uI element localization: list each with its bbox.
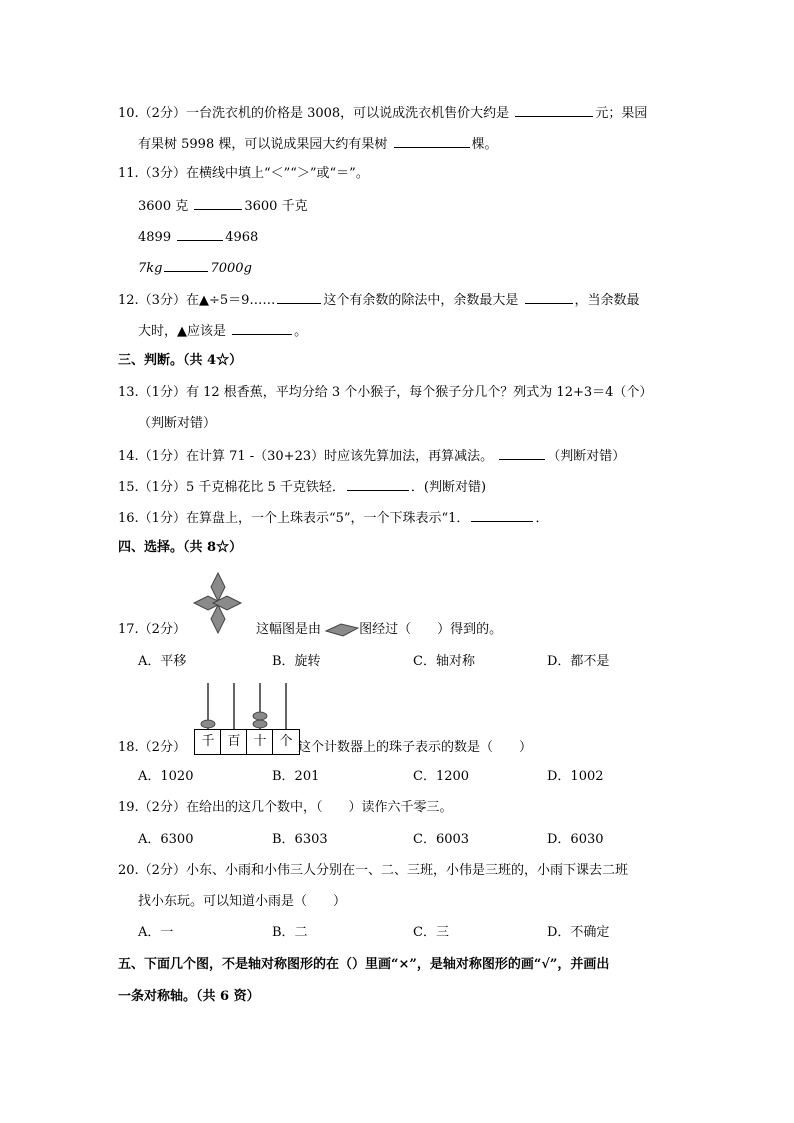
four-petal-figure [193,571,243,635]
q18-text: 这个计数器上的珠子表示的数是（ ） [298,740,533,755]
bead-thousands [201,720,215,728]
q20-line1: 20.（2分）小东、小雨和小伟三人分别在一、二、三班，小伟是三班的，小雨下课去二班 [118,863,628,878]
q10-text-a: 10.（2分）一台洗衣机的价格是 3008，可以说成洗衣机售价大约是 [118,106,510,121]
q10-line1 [118,103,647,123]
q12-line1 [118,290,640,310]
q16-text-a: 16.（1分）在算盘上，一个上珠表示“5”，一个下珠表示“1． [118,511,470,526]
q10-line2 [138,134,498,154]
q11-row2 [138,227,258,247]
q11-row2-right: 4968 [225,230,259,245]
q14-blank[interactable] [499,446,545,460]
q11-row3-right: 7000g [210,261,252,276]
q18-num: 18.（2分） [118,740,186,755]
q14-text-a: 14.（1分）在计算 71 -（30+23）时应该先算加法，再算减法。 [118,449,494,464]
abacus-counter [194,683,299,755]
section-3-heading: 三、判断。（共 4☆） [118,353,243,368]
q10-text-c: 有果树 5998 棵，可以说成果园大约有果树 [138,137,388,152]
q17-option-c[interactable]: C．轴对称 [413,654,475,669]
q19-option-c[interactable]: C．6003 [413,832,470,847]
q20-option-a[interactable]: A．一 [138,925,174,940]
q19-stem: 19.（2分）在给出的这几个数中，（ ）读作六千零三。 [118,800,453,815]
q20-option-c[interactable]: C．三 [413,925,449,940]
q18-option-a[interactable]: A．1020 [138,769,194,784]
q20-option-d[interactable]: D．不确定 [547,925,610,940]
q11-blank-1[interactable] [194,196,242,210]
q17-line [118,621,186,639]
q11-row1-right: 3600 千克 [244,199,308,214]
q10-text-d: 棵。 [471,137,498,152]
q15-text-a: 15.（1分）5 千克棉花比 5 千克铁轻． [118,480,345,495]
bead-tens-2 [253,712,267,720]
q12-text-c: ，当余数最 [574,293,640,308]
q19-option-d[interactable]: D．6030 [547,832,604,847]
q12-text-d: 大时，▲应该是 [138,324,226,339]
q17-option-b[interactable]: B．旋转 [272,654,321,669]
q17-text-b: 图经过（ ）得到的。 [359,622,503,637]
q17-option-a[interactable]: A．平移 [138,654,187,669]
bead-tens-1 [253,720,267,728]
section-4-heading: 四、选择。（共 8☆） [118,540,243,555]
q13-line2: （判断对错） [138,416,217,431]
q17-text-a: 这幅图是由 [256,622,322,637]
q16-text-b: ． [535,511,549,526]
rhombus-petal-icon [325,623,359,637]
q14-text-b: （判断对错） [547,449,626,464]
q16-line [118,508,548,528]
q13-line1: 13.（1分）有 12 根香蕉，平均分给 3 个小猴子，每个猴子分几个？列式为 12+3＝4（个） [118,385,653,400]
q11-row3-left: 7kg [138,261,163,276]
q17-text-line [256,621,502,639]
q12-text-b: 这个有余数的除法中，余数最大是 [323,293,519,308]
q14-line [118,446,625,466]
q20-line2: 找小东玩。可以知道小雨是（ ） [138,894,347,909]
section-5-heading-line2: 一条对称轴。（共 6 资） [118,989,260,1004]
q11-blank-2[interactable] [177,227,223,241]
q10-blank-2[interactable] [394,134,470,148]
q12-line2 [138,321,307,341]
q18-option-c[interactable]: C．1200 [413,769,470,784]
q12-blank-3[interactable] [232,321,292,335]
q12-text-e: 。 [294,324,308,339]
q11-row1 [138,196,308,216]
q11-row3 [138,258,252,278]
q12-blank-2[interactable] [525,290,573,304]
q11-row1-left: 3600 克 [138,199,189,214]
q10-blank-1[interactable] [515,103,593,117]
abacus-label-tens: 十 [246,729,274,755]
q19-option-b[interactable]: B．6303 [272,832,328,847]
abacus-label-thousands: 千 [194,729,222,755]
q19-option-a[interactable]: A．6300 [138,832,194,847]
abacus-label-hundreds: 百 [220,729,248,755]
q11-row2-left: 4899 [138,230,172,245]
q11-blank-3[interactable] [164,258,208,272]
q15-blank[interactable] [347,477,409,491]
q12-blank-1[interactable] [277,290,321,304]
abacus-label-ones: 个 [272,729,300,755]
abacus-rods [194,683,299,731]
q17-option-d[interactable]: D．都不是 [547,654,610,669]
section-5-heading-line1: 五、下面几个图，不是轴对称图形的在（）里画“×”，是轴对称图形的画“√”，并画出 [118,957,610,972]
q12-text-a: 12.（3分）在▲÷5＝9…… [118,293,276,308]
q17-num: 17.（2分） [118,622,186,637]
q10-text-b: 元；果园 [595,106,648,121]
q11-stem: 11.（3分）在横线中填上“＜”“＞”或“＝”。 [118,166,369,181]
q18-option-d[interactable]: D．1002 [547,769,604,784]
q16-blank[interactable] [471,508,533,522]
q18-option-b[interactable]: B．201 [272,769,320,784]
q20-option-b[interactable]: B．二 [272,925,308,940]
q15-text-b: ．(判断对错) [410,480,487,495]
q15-line [118,477,486,497]
